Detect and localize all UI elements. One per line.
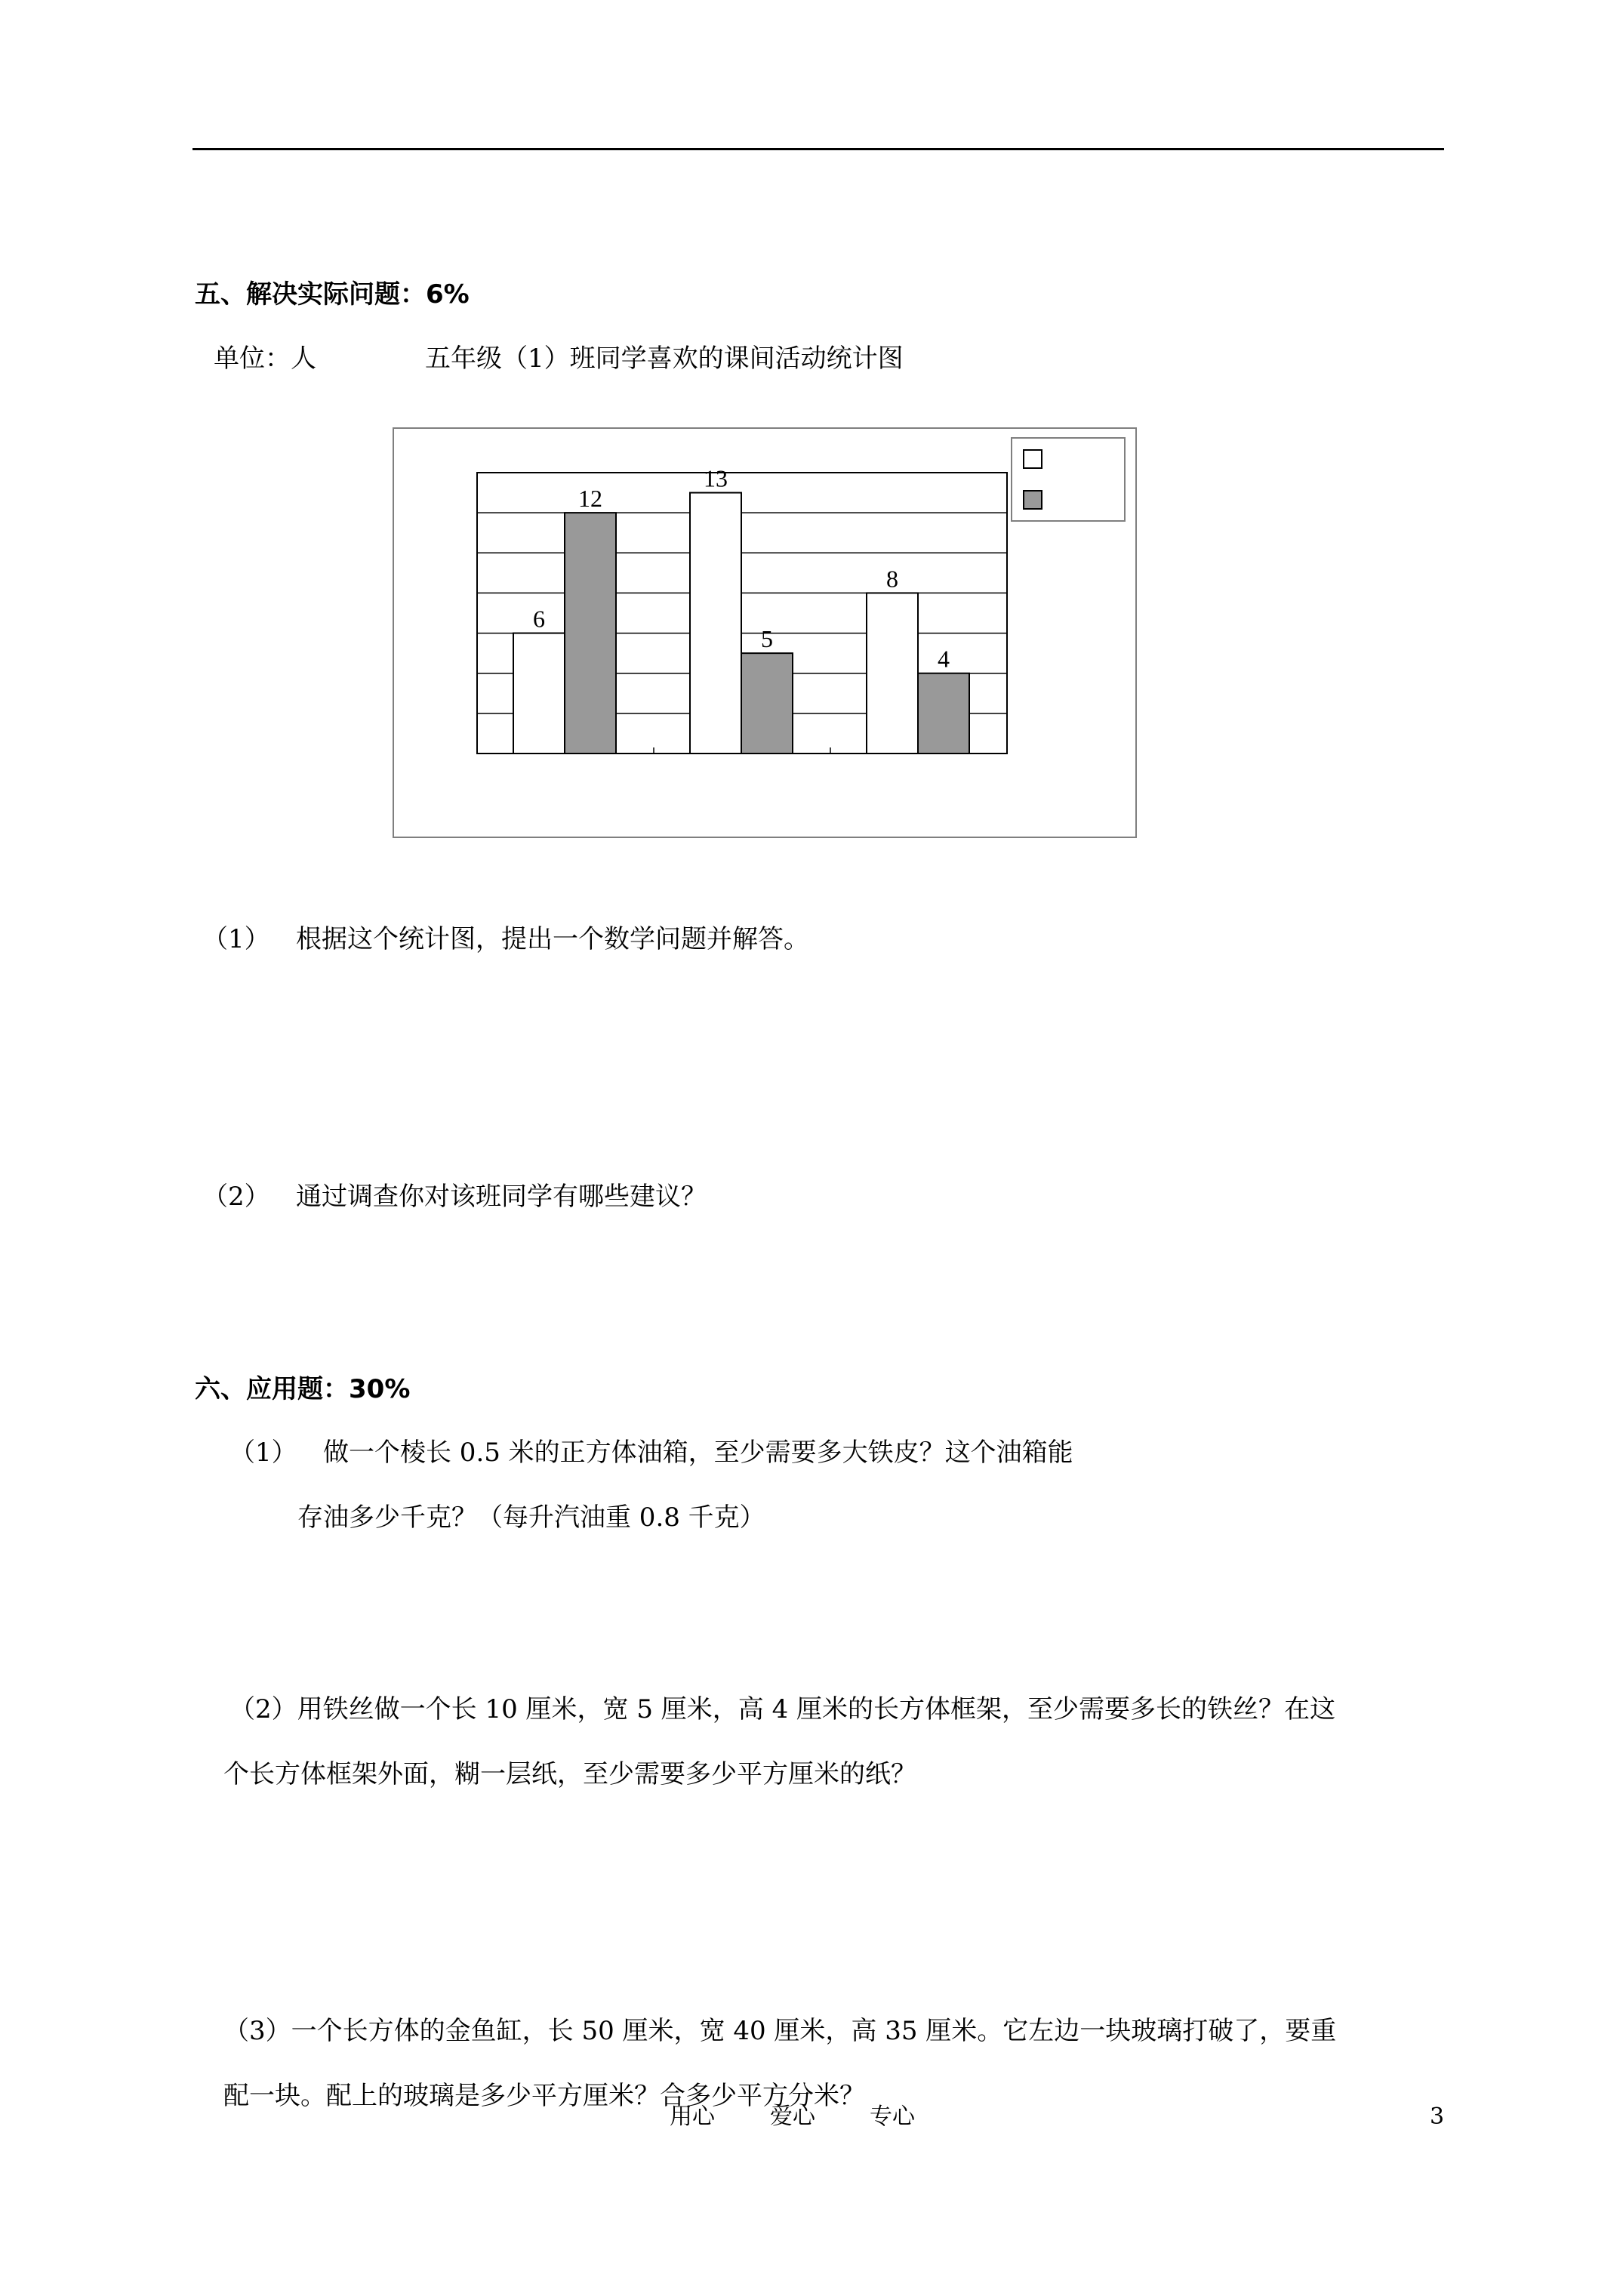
page-number: 3 xyxy=(1430,2103,1445,2130)
problem-1-line-1: 做一个棱长 0.5 米的正方体油箱，至少需要多大铁皮？这个油箱能 xyxy=(323,1438,1073,1468)
section-6-title: 六、应用题：30% xyxy=(195,1374,411,1404)
bar xyxy=(741,653,793,754)
question-1-text: 根据这个统计图，提出一个数学问题并解答。 xyxy=(296,924,809,954)
header-rule xyxy=(192,148,1444,150)
problem-3-line-1: （3）一个长方体的金鱼缸，长 50 厘米，宽 40 厘米，高 35 厘米。它左边一块玻璃打破了，要重 xyxy=(223,2016,1337,2046)
legend-swatch xyxy=(1024,491,1042,509)
section-5-title: 五、解决实际问题：6% xyxy=(195,279,470,310)
legend-swatch xyxy=(1024,450,1042,468)
data-label: 5 xyxy=(761,625,773,653)
question-2-text: 通过调查你对该班同学有哪些建议？ xyxy=(296,1182,707,1212)
data-label: 13 xyxy=(704,464,728,492)
bar xyxy=(690,493,741,754)
data-label: 6 xyxy=(533,605,545,633)
footer-word-3: 专心 xyxy=(870,2103,915,2130)
problem-3-line-2: 配一块。配上的玻璃是多少平方厘米？合多少平方分米？ xyxy=(223,2081,865,2111)
data-label: 4 xyxy=(938,645,950,673)
problem-2-line-2: 个长方体框架外面，糊一层纸，至少需要多少平方厘米的纸？ xyxy=(223,1759,916,1789)
bar xyxy=(918,673,969,754)
footer-word-2: 爱心 xyxy=(770,2103,815,2130)
data-label: 8 xyxy=(886,565,898,593)
problem-1-number: （1） xyxy=(229,1438,297,1468)
chart-title: 五年级（1）班同学喜欢的课间活动统计图 xyxy=(425,344,904,374)
question-2-number: （2） xyxy=(202,1182,270,1212)
bar xyxy=(565,513,616,754)
bar-chart-canvas xyxy=(394,429,1138,840)
unit-label: 单位：人 xyxy=(214,344,316,374)
footer-word-1: 用心 xyxy=(670,2103,715,2130)
bar-chart xyxy=(393,427,1137,838)
question-1-number: （1） xyxy=(202,924,270,954)
problem-1-line-2: 存油多少千克？（每升汽油重 0.8 千克） xyxy=(297,1502,765,1533)
bar xyxy=(513,633,565,754)
problem-2-line-1: （2）用铁丝做一个长 10 厘米，宽 5 厘米，高 4 厘米的长方体框架，至少需要多长的铁丝？在这 xyxy=(229,1694,1336,1724)
data-label: 12 xyxy=(578,485,602,513)
bar xyxy=(867,593,918,754)
